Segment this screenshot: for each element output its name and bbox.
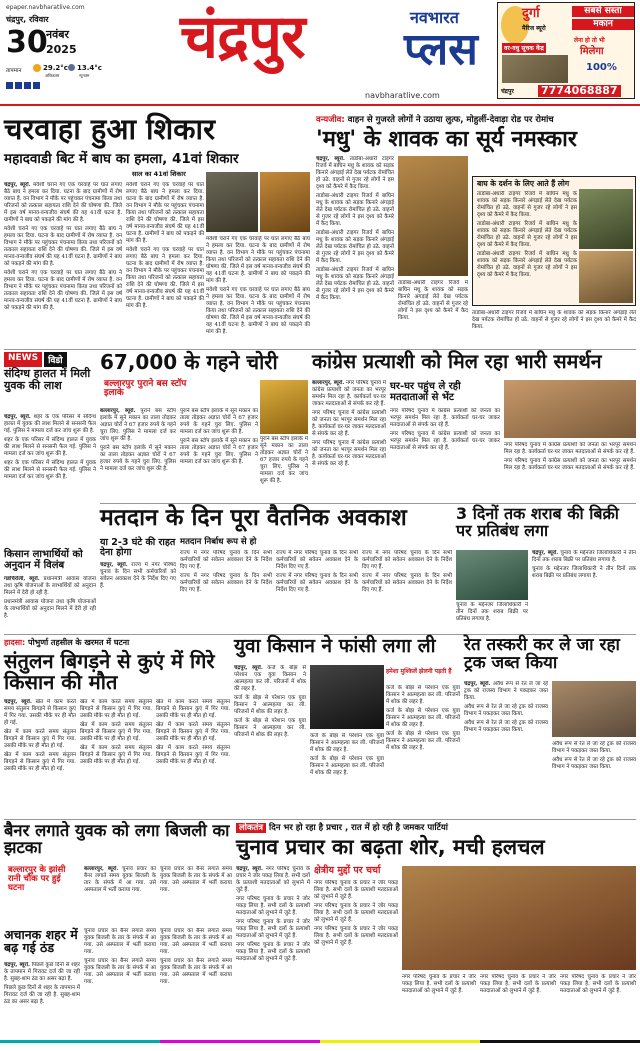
article-body: चंद्रपुर, ब्यूरो. अवैध रूप से रेत ले जा रहे ट्रक को राजस्व विभाग ने पकड़कर जब्त किया. अवैध रूप से रेत ले जा रहे ट्रक को राजस्व विभाग ने पकड़कर जब्त किया. अवैध रूप से रेत ले जा रहे ट्रक को राजस्व विभाग ने पकड़कर जब्त किया. bbox=[464, 681, 548, 733]
headline[interactable]: चुनाव प्रचार का बढ़ता शोर, मची हलचल bbox=[236, 835, 545, 859]
article-body-col4: राज्य में नगर परिषद चुनाव के दिन सभी कर्मचारियों को सवेतन अवकाश देने के निर्देश दिए गए हैं. राज्य में नगर परिषद चुनाव के दिन सभी कर्मचारियों को सवेतन अवकाश देने के निर्देश दिए गए हैं. bbox=[362, 550, 452, 593]
tiger-photo bbox=[260, 172, 310, 232]
temp-min-label: न्यूनतम bbox=[79, 73, 90, 78]
story-voting-holiday bbox=[100, 506, 452, 632]
ad-brand: दुर्गा bbox=[522, 6, 540, 21]
ad-get: लेना हो तो भी bbox=[574, 37, 605, 44]
kicker: हादसा: bbox=[4, 638, 26, 647]
ad-cheap: सबसे सस्ता bbox=[572, 6, 634, 17]
box-body: ताडोबा-अंधारी टाइगर रिजर्व में बाघिन मधु के शावक को सड़क किनारे अंगड़ाई लेते देख पर्यटक रोमांचित हो उठे. वाहनों से गुजर रहे लोगों ने इस दृश्य को कैमरे में कैद किया. ताडोबा-अंधारी टाइगर रिजर्व में बाघिन मधु के शावक को सड़क किनारे अंगड़ाई लेते देख पर्यटक रोमांचित हो उठे. वाहनों से गुजर रहे लोगों ने इस दृश्य को कैमरे में कैद किया. ताडोबा-अंधारी टाइगर रिजर्व में बाघिन मधु के शावक को सड़क किनारे अंगड़ाई लेते देख पर्यटक रोमांचित हो उठे. वाहनों से गुजर रहे लोगों ने इस दृश्य को कैमरे में कैद किया. bbox=[477, 191, 577, 278]
youtube-icon[interactable] bbox=[33, 82, 40, 89]
story-cold-wave bbox=[4, 928, 80, 1038]
kicker-line bbox=[4, 637, 129, 648]
masthead-title: चंद्रपुर bbox=[180, 2, 305, 72]
liquor-photo bbox=[456, 550, 528, 600]
article-body-col2: नगर परिषद चुनाव में कांग्रेस प्रत्याशी को जनता का भरपूर समर्थन मिल रहा है. कार्यकर्ता घर-घर जाकर मतदाताओं से संपर्क कर रहे हैं. नगर परिषद चुनाव में कांग्रेस प्रत्याशी को जनता का भरपूर समर्थन मिल रहा है. कार्यकर्ता घर-घर जाकर मतदाताओं से संपर्क कर रहे हैं. bbox=[390, 408, 500, 451]
ad-tag: वर-वधु सूचक केंद्र bbox=[504, 45, 544, 52]
subheadline: मतदान निर्बाध रूप से हो bbox=[180, 537, 257, 547]
article-body-col2: कर्ज के बोझ से परेशान एक युवा किसान ने आत्महत्या कर ली. परिजनों में शोक की लहर है. कर्ज के बोझ से परेशान एक युवा किसान ने आत्महत्या कर ली. परिजनों में शोक की लहर है. bbox=[310, 733, 384, 776]
victim-photo bbox=[206, 172, 258, 232]
kicker: लोकतंत्र bbox=[236, 823, 266, 833]
story-congress-support bbox=[312, 352, 636, 502]
article-body-col2: चुनाव के मद्देनजर जिलाधिकारी ने तीन दिनों तक शराब बिक्री पर प्रतिबंध लगाया है. bbox=[456, 602, 528, 622]
article-body-col2: पुराने बस स्टॉप इलाके में सूने मकान का ताला तोड़कर अज्ञात चोरों ने 67 हजार रुपये के गहने चुरा लिए. पुलिस ने मामला दर्ज कर जांच शुरू की है. पुराने बस स्टॉप इलाके में सूने मकान का ताला तोड़कर अज्ञात चोरों ने 67 हजार रुपये के गहने चुरा लिए. पुलिस ने मामला दर्ज कर जांच शुरू की है. bbox=[180, 408, 258, 465]
ad-pct: 100% bbox=[586, 62, 617, 73]
marriage-bureau-ad[interactable] bbox=[497, 2, 635, 99]
ad-city: चंद्रपुर bbox=[501, 88, 514, 95]
kicker: वन्यजीव: bbox=[316, 115, 345, 125]
article-body: चंद्रपुर, ब्यूरो. कर्ज के बोझ से परेशान एक युवा किसान ने आत्महत्या कर ली. परिजनों में शोक की लहर है. कर्ज के बोझ से परेशान एक युवा किसान ने आत्महत्या कर ली. परिजनों में शोक की लहर है. कर्ज के बोझ से परेशान एक युवा किसान ने आत्महत्या कर ली. परिजनों में शोक की लहर है. bbox=[234, 665, 306, 738]
social-icons bbox=[6, 82, 40, 89]
video-tag[interactable]: विडो bbox=[44, 352, 66, 367]
instagram-icon[interactable] bbox=[24, 82, 31, 89]
date-number: 30 bbox=[6, 25, 48, 60]
temp-min: 13.4°c bbox=[77, 64, 102, 72]
article-body: चंद्रपुर, ब्यूरो. मवेशी चराने गए एक चरवाहे पर घात लगाए बैठे बाघ ने हमला कर दिया. घटना के बाद ग्रामीणों में रोष व्याप्त है. वन विभाग ने मौके पर पहुंचकर पंचनामा किया तथा परिजनों को तत्काल सहायता राशि देने की घोषणा की. जिले में इस वर्ष मानव-वन्यजीव संघर्ष की यह 41वीं घटना है. ग्रामीणों ने बाघ को पकड़ने की मांग की है. मवेशी चराने गए एक चरवाहे पर घात लगाए बैठे बाघ ने हमला कर दिया. घटना के बाद ग्रामीणों में रोष व्याप्त है. वन विभाग ने मौके पर पहुंचकर पंचनामा किया तथा परिजनों को तत्काल सहायता राशि देने की घोषणा की. जिले में इस वर्ष मानव-वन्यजीव संघर्ष की यह 41वीं घटना है. ग्रामीणों ने बाघ को पकड़ने की मांग की है. मवेशी चराने गए एक चरवाहे पर घात लगाए बैठे बाघ ने हमला कर दिया. घटना के बाद ग्रामीणों में रोष व्याप्त है. वन विभाग ने मौके पर पहुंचकर पंचनामा किया तथा परिजनों को तत्काल सहायता राशि देने की घोषणा की. जिले में इस वर्ष मानव-वन्यजीव संघर्ष की यह 41वीं घटना है. ग्रामीणों ने बाघ को पकड़ने की मांग की है. bbox=[4, 182, 122, 311]
article-body: बल्लारपुर, ब्यूरो. चुनाव प्रचार का बैनर लगाते समय युवक बिजली के तार के संपर्क में आ गया. उसे अस्पताल में भर्ती कराया गया. bbox=[84, 866, 156, 893]
kicker-line bbox=[316, 114, 554, 125]
facebook-icon[interactable] bbox=[6, 82, 13, 89]
story-tiger-attack bbox=[4, 112, 310, 347]
article-body: गडचिरोली, ब्यूरो. प्रधानमंत्री आवास योजना तथा कृषि योजनाओं के लाभार्थियों को अनुदान मिलने में देरी हो रही है. प्रधानमंत्री आवास योजना तथा कृषि योजनाओं के लाभार्थियों को अनुदान मिलने में देरी हो रही है. bbox=[4, 576, 96, 619]
article-body-col3: नगर परिषद चुनाव के प्रचार ने जोर पकड़ लिया है. सभी दलों के प्रत्याशी मतदाताओं को लुभाने में जुटे हैं. bbox=[402, 974, 476, 994]
story-jewellery-theft bbox=[100, 352, 308, 502]
box-title: क्षेत्रीय मुद्दों पर चर्चा bbox=[314, 865, 381, 876]
tiger-photo-2 bbox=[579, 189, 633, 249]
story-liquor-ban bbox=[456, 506, 636, 632]
headline[interactable]: युवा किसान ने फांसी लगा ली bbox=[234, 635, 436, 657]
sun-icon bbox=[33, 64, 41, 72]
headline[interactable]: 'मधु' के शावक का सूर्य नमस्कार bbox=[316, 127, 577, 152]
article-body: बल्लारपुर, ब्यूरो. नगर परिषद चुनाव में कांग्रेस प्रत्याशी को जनता का भरपूर समर्थन मिल रहा है. कार्यकर्ता घर-घर जाकर मतदाताओं से संपर्क कर रहे हैं. नगर परिषद चुनाव में कांग्रेस प्रत्याशी को जनता का भरपूर समर्थन मिल रहा है. कार्यकर्ता घर-घर जाकर मतदाताओं से संपर्क कर रहे हैं. नगर परिषद चुनाव में कांग्रेस प्रत्याशी को जनता का भरपूर समर्थन मिल रहा है. कार्यकर्ता घर-घर जाकर मतदाताओं से संपर्क कर रहे हैं. bbox=[312, 380, 386, 467]
headline[interactable]: 67,000 के गहने चोरी bbox=[100, 350, 278, 374]
photo-caption: हमेशा मुश्किलें झेलनी पड़ती हैं bbox=[386, 668, 452, 675]
article-body: चंद्रपुर, ब्यूरो. नगर परिषद चुनाव के प्रचार ने जोर पकड़ लिया है. सभी दलों के प्रत्याशी मतदाताओं को लुभाने में जुटे हैं. नगर परिषद चुनाव के प्रचार ने जोर पकड़ लिया है. सभी दलों के प्रत्याशी मतदाताओं को लुभाने में जुटे हैं. नगर परिषद चुनाव के प्रचार ने जोर पकड़ लिया है. सभी दलों के प्रत्याशी मतदाताओं को लुभाने में जुटे हैं. नगर परिषद चुनाव के प्रचार ने जोर पकड़ लिया है. सभी दलों के प्रत्याशी मतदाताओं को लुभाने में जुटे हैं. bbox=[236, 866, 310, 962]
story-banner-shock-body-col3: चुनाव प्रचार का बैनर लगाते समय युवक बिजली के तार के संपर्क में आ गया. उसे अस्पताल में भर्ती कराया गया. चुनाव प्रचार का बैनर लगाते समय युवक बिजली के तार के संपर्क में आ गया. उसे अस्पताल में भर्ती कराया गया. bbox=[84, 928, 156, 985]
headline[interactable]: किसान लाभार्थियों को अनुदान में विलंब bbox=[4, 549, 83, 571]
headline[interactable]: बैनर लगाते युवक को लगा बिजली का झटका bbox=[4, 821, 230, 858]
story-suspicious-death bbox=[4, 352, 96, 548]
couple-image bbox=[502, 55, 568, 83]
article-body-col2: ताडोबा-अंधारी टाइगर रिजर्व में बाघिन मधु के शावक को सड़क किनारे अंगड़ाई लेते देख पर्यटक रोमांचित हो उठे. वाहनों से गुजर रहे लोगों ने इस दृश्य को कैमरे में कैद किया. bbox=[398, 280, 468, 321]
article-body-col3: नगर परिषद चुनाव में कांग्रेस प्रत्याशी को जनता का भरपूर समर्थन मिल रहा है. कार्यकर्ता घर-घर जाकर मतदाताओं से संपर्क कर रहे हैं. नगर परिषद चुनाव में कांग्रेस प्रत्याशी को जनता का भरपूर समर्थन मिल रहा है. कार्यकर्ता घर-घर जाकर मतदाताओं से संपर्क कर रहे हैं. bbox=[504, 442, 636, 471]
headline[interactable]: संदिग्ध हालत में मिली युवक की लाश bbox=[4, 367, 91, 392]
ad-sub: मैरिज ब्यूरो bbox=[522, 25, 546, 32]
headline[interactable]: 3 दिनों तक शराब की बिक्री पर प्रतिबंध लगा bbox=[456, 504, 619, 540]
kicker: या 2-3 घंटे की राहत देना होगा bbox=[100, 537, 176, 558]
article-body-col2: अवैध रूप से रेत ले जा रहे ट्रक को राजस्व विभाग ने पकड़कर जब्त किया. अवैध रूप से रेत ले जा रहे ट्रक को राजस्व विभाग ने पकड़कर जब्त किया. bbox=[552, 741, 636, 770]
article-body-col2: चुनाव प्रचार का बैनर लगाते समय युवक बिजली के तार के संपर्क में आ गया. उसे अस्पताल में भर्ती कराया गया. bbox=[160, 866, 232, 893]
article-body: चंद्रपुर, ब्यूरो. चुनाव के मद्देनजर जिलाधिकारी ने तीन दिनों तक शराब बिक्री पर प्रतिबंध लगाया है. चुनाव के मद्देनजर जिलाधिकारी ने तीन दिनों तक शराब बिक्री पर प्रतिबंध लगाया है. bbox=[532, 550, 636, 579]
site-url[interactable]: navbharatlive.com bbox=[365, 91, 440, 100]
article-body-col3: पुराने बस स्टॉप इलाके में सूने मकान का ताला तोड़कर अज्ञात चोरों ने 67 हजार रुपये के गहने चुरा लिए. पुलिस ने मामला दर्ज कर जांच शुरू की है. bbox=[260, 436, 308, 484]
article-body-col2: मवेशी चराने गए एक चरवाहे पर घात लगाए बैठे बाघ ने हमला कर दिया. घटना के बाद ग्रामीणों में रोष व्याप्त है. वन विभाग ने मौके पर पहुंचकर पंचनामा किया तथा परिजनों को तत्काल सहायता राशि देने की घोषणा की. जिले में इस वर्ष मानव-वन्यजीव संघर्ष की यह 41वीं घटना है. ग्रामीणों ने बाघ को पकड़ने की मांग की है. मवेशी चराने गए एक चरवाहे पर घात लगाए बैठे बाघ ने हमला कर दिया. घटना के बाद ग्रामीणों में रोष व्याप्त है. वन विभाग ने मौके पर पहुंचकर पंचनामा किया तथा परिजनों को तत्काल सहायता राशि देने की घोषणा की. जिले में इस वर्ष मानव-वन्यजीव संघर्ष की यह 41वीं घटना है. ग्रामीणों ने बाघ को पकड़ने की मांग की है. bbox=[126, 182, 204, 309]
headline[interactable]: चरवाहा हुआ शिकार bbox=[4, 112, 215, 146]
date-year: 2025 bbox=[46, 43, 77, 56]
story-banner-shock bbox=[4, 822, 232, 927]
city-day: चंद्रपुर, रविवार bbox=[6, 15, 49, 24]
masthead bbox=[0, 0, 640, 112]
campaign-photo bbox=[504, 380, 636, 438]
news-tag-row bbox=[4, 352, 67, 367]
brand-bottom: प्लस bbox=[404, 24, 478, 75]
subheadline: महादवाडी बिट में बाघ का हमला, 41वां शिकार bbox=[4, 151, 239, 167]
article-body-col3: मवेशी चराने गए एक चरवाहे पर घात लगाए बैठे बाघ ने हमला कर दिया. घटना के बाद ग्रामीणों में रोष व्याप्त है. वन विभाग ने मौके पर पहुंचकर पंचनामा किया तथा परिजनों को तत्काल सहायता राशि देने की घोषणा की. जिले में इस वर्ष मानव-वन्यजीव संघर्ष की यह 41वीं घटना है. ग्रामीणों ने बाघ को पकड़ने की मांग की है. मवेशी चराने गए एक चरवाहे पर घात लगाए बैठे बाघ ने हमला कर दिया. घटना के बाद ग्रामीणों में रोष व्याप्त है. वन विभाग ने मौके पर पहुंचकर पंचनामा किया तथा परिजनों को तत्काल सहायता राशि देने की घोषणा की. जिले में इस वर्ष मानव-वन्यजीव संघर्ष की यह 41वीं घटना है. ग्रामीणों ने बाघ को पकड़ने की मांग की है. bbox=[206, 236, 310, 335]
story-subsidy-delay bbox=[4, 550, 96, 632]
tiger-cub-photo bbox=[398, 156, 468, 276]
article-body: चंद्रपुर, ब्यूरो. ताडोबा-अंधारी टाइगर रिजर्व में बाघिन मधु के शावक को सड़क किनारे अंगड़ाई लेते देख पर्यटक रोमांचित हो उठे. वाहनों से गुजर रहे लोगों ने इस दृश्य को कैमरे में कैद किया. ताडोबा-अंधारी टाइगर रिजर्व में बाघिन मधु के शावक को सड़क किनारे अंगड़ाई लेते देख पर्यटक रोमांचित हो उठे. वाहनों से गुजर रहे लोगों ने इस दृश्य को कैमरे में कैद किया. ताडोबा-अंधारी टाइगर रिजर्व में बाघिन मधु के शावक को सड़क किनारे अंगड़ाई लेते देख पर्यटक रोमांचित हो उठे. वाहनों से गुजर रहे लोगों ने इस दृश्य को कैमरे में कैद किया. ताडोबा-अंधारी टाइगर रिजर्व में बाघिन मधु के शावक को सड़क किनारे अंगड़ाई लेते देख पर्यटक रोमांचित हो उठे. वाहनों से गुजर रहे लोगों ने इस दृश्य को कैमरे में कैद किया. bbox=[316, 156, 394, 301]
tiger-photo-3 bbox=[579, 251, 633, 303]
article-body-col3: राज्य में नगर परिषद चुनाव के दिन सभी कर्मचारियों को सवेतन अवकाश देने के निर्देश दिए गए हैं. राज्य में नगर परिषद चुनाव के दिन सभी कर्मचारियों को सवेतन अवकाश देने के निर्देश दिए गए हैं. bbox=[276, 550, 358, 593]
epaper-url[interactable]: epaper.navbharatlive.com bbox=[6, 4, 85, 11]
story-young-farmer bbox=[234, 637, 460, 817]
kicker-text: वाहन से गुजरते लोगों ने उठाया लुत्फ, मोहुर्ली-देवाड़ा रोड पर रोमांच bbox=[347, 115, 554, 125]
headline[interactable]: अचानक शहर में बढ़ गई ठंड bbox=[4, 927, 78, 956]
twitter-icon[interactable] bbox=[15, 82, 22, 89]
story-banner-shock-body-col4: चुनाव प्रचार का बैनर लगाते समय युवक बिजली के तार के संपर्क में आ गया. उसे अस्पताल में भर्ती कराया गया. चुनाव प्रचार का बैनर लगाते समय युवक बिजली के तार के संपर्क में आ गया. उसे अस्पताल में भर्ती कराया गया. bbox=[160, 928, 232, 985]
news-tag: NEWS bbox=[4, 352, 42, 367]
article-body-col2: खेत में काम करते समय संतुलन बिगड़ने से किसान कुएं में गिर गया. उसकी मौके पर ही मौत हो गई. खेत में काम करते समय संतुलन बिगड़ने से किसान कुएं में गिर गया. उसकी मौके पर ही मौत हो गई. खेत में काम करते समय संतुलन बिगड़ने से किसान कुएं में गिर गया. उसकी मौके पर ही मौत हो गई. bbox=[80, 699, 152, 765]
article-body: बल्लारपुर, ब्यूरो. पुराने बस स्टॉप इलाके में सूने मकान का ताला तोड़कर अज्ञात चोरों ने 67 हजार रुपये के गहने चुरा लिए. पुलिस ने मामला दर्ज कर जांच शुरू की है. पुराने बस स्टॉप इलाके में सूने मकान का ताला तोड़कर अज्ञात चोरों ने 67 हजार रुपये के गहने चुरा लिए. पुलिस ने मामला दर्ज कर जांच शुरू की है. bbox=[100, 408, 176, 472]
kicker-line bbox=[236, 822, 448, 833]
moon-icon bbox=[68, 64, 75, 71]
subheadline: घर-घर पहुंच ले रही मतदाताओं से भेंट bbox=[390, 381, 461, 403]
date-month: नवंबर bbox=[46, 28, 70, 41]
headline[interactable]: कांग्रेस प्रत्याशी को मिल रहा भारी समर्थन bbox=[312, 350, 602, 373]
gold-ornaments-photo bbox=[260, 380, 308, 434]
temp-label: तापमान bbox=[6, 68, 22, 74]
article-body: चंद्रपुर, ब्यूरो. खेत में काम करते समय संतुलन बिगड़ने से किसान कुएं में गिर गया. उसकी मौके पर ही मौत हो गई. खेत में काम करते समय संतुलन बिगड़ने से किसान कुएं में गिर गया. उसकी मौके पर ही मौत हो गई. खेत में काम करते समय संतुलन बिगड़ने से किसान कुएं में गिर गया. उसकी मौके पर ही मौत हो गई. bbox=[4, 699, 76, 772]
headline[interactable]: संतुलन बिगड़ने से कुएं में गिरे किसान की मौत bbox=[4, 649, 215, 694]
article-body: चंद्रपुर, ब्यूरो. राज्य में नगर परिषद चुनाव के दिन सभी कर्मचारियों को सवेतन अवकाश देने के निर्देश दिए गए हैं. bbox=[100, 562, 176, 589]
story-sand-truck bbox=[464, 637, 636, 817]
ad-phone[interactable]: 7774068887 bbox=[538, 85, 621, 97]
box-title: बाघ के दर्शन के लिए आते हैं लोग bbox=[477, 179, 570, 188]
article-body: चंद्रपुर, ब्यूरो. पिछले कुछ दिनों से शहर के तापमान में गिरावट दर्ज की जा रही है. सुबह-शाम ठंड का असर बढ़ा है. पिछले कुछ दिनों से शहर के तापमान में गिरावट दर्ज की जा रही है. सुबह-शाम ठंड का असर बढ़ा है. bbox=[4, 962, 80, 1005]
article-body: चंद्रपुर, ब्यूरो. शहर के एक परिसर में संदिग्ध हालत में युवक की लाश मिलने से सनसनी फैल गई. पुलिस ने मामला दर्ज कर जांच शुरू की है. शहर के एक परिसर में संदिग्ध हालत में युवक की लाश मिलने से सनसनी फैल गई. पुलिस ने मामला दर्ज कर जांच शुरू की है. शहर के एक परिसर में संदिग्ध हालत में युवक की लाश मिलने से सनसनी फैल गई. पुलिस ने मामला दर्ज कर जांच शुरू की है. bbox=[4, 414, 96, 480]
article-body-col3: ताडोबा-अंधारी टाइगर रिजर्व में बाघिन मधु के शावक को सड़क किनारे अंगड़ाई लेते देख पर्यटक रोमांचित हो उठे. वाहनों से गुजर रहे लोगों ने इस दृश्य को कैमरे में कैद किया. bbox=[472, 310, 636, 330]
article-body-col5: नगर परिषद चुनाव के प्रचार ने जोर पकड़ लिया है. सभी दलों के प्रत्याशी मतदाताओं को लुभाने में जुटे हैं. bbox=[560, 974, 636, 994]
headline[interactable]: रेत तस्करी कर ले जा रहा ट्रक जब्त किया bbox=[464, 635, 620, 673]
article-body-col3: कर्ज के बोझ से परेशान एक युवा किसान ने आत्महत्या कर ली. परिजनों में शोक की लहर है. कर्ज के बोझ से परेशान एक युवा किसान ने आत्महत्या कर ली. परिजनों में शोक की लहर है. कर्ज के बोझ से परेशान एक युवा किसान ने आत्महत्या कर ली. परिजनों में शोक की लहर है. bbox=[386, 685, 460, 751]
article-body-col2: नगर परिषद चुनाव के प्रचार ने जोर पकड़ लिया है. सभी दलों के प्रत्याशी मतदाताओं को लुभाने में जुटे हैं. नगर परिषद चुनाव के प्रचार ने जोर पकड़ लिया है. सभी दलों के प्रत्याशी मतदाताओं को लुभाने में जुटे हैं. नगर परिषद चुनाव के प्रचार ने जोर पकड़ लिया है. सभी दलों के प्रत्याशी मतदाताओं को लुभाने में जुटे हैं. bbox=[314, 880, 398, 946]
kicker-text: पोभुर्णा तहसील के खरमत में घटना bbox=[28, 638, 130, 647]
ad-house: मकान bbox=[572, 19, 634, 30]
temp-max: 29.2°c bbox=[43, 64, 68, 72]
farmer-photo bbox=[310, 665, 384, 729]
article-body-col2: राज्य में नगर परिषद चुनाव के दिन सभी कर्मचारियों को सवेतन अवकाश देने के निर्देश दिए गए हैं. राज्य में नगर परिषद चुनाव के दिन सभी कर्मचारियों को सवेतन अवकाश देने के निर्देश दिए गए हैं. bbox=[180, 550, 272, 593]
sub-kicker: बल्लारपुर पुराने बस स्टॉप इलाके bbox=[104, 379, 187, 399]
story-election-campaign bbox=[236, 822, 636, 1038]
article-body-col3: खेत में काम करते समय संतुलन बिगड़ने से किसान कुएं में गिर गया. उसकी मौके पर ही मौत हो गई. खेत में काम करते समय संतुलन बिगड़ने से किसान कुएं में गिर गया. उसकी मौके पर ही मौत हो गई. खेत में काम करते समय संतुलन बिगड़ने से किसान कुएं में गिर गया. उसकी मौके पर ही मौत हो गई. bbox=[156, 699, 230, 765]
ad-will: मिलेगा bbox=[580, 46, 604, 57]
truck-photo bbox=[552, 681, 636, 737]
sub-kicker: बल्लारपुर के झांसी रानी चौक पर हुई घटना bbox=[8, 865, 66, 893]
kicker-text: दिन भर हो रहा है प्रचार , रात में हो रही है जमकर पार्टियां bbox=[269, 823, 448, 833]
campaign-office-photo bbox=[402, 866, 636, 970]
brand-top: नवभारत bbox=[410, 8, 459, 27]
story-madhu-cub bbox=[316, 112, 636, 347]
caption: साल का 41वां शिकार bbox=[132, 170, 186, 178]
temp-max-label: अधिकतम bbox=[45, 73, 60, 78]
info-box bbox=[472, 176, 636, 306]
story-farmer-well bbox=[4, 637, 230, 817]
headline[interactable]: मतदान के दिन पूरा वैतनिक अवकाश bbox=[100, 505, 407, 531]
article-body-col4: नगर परिषद चुनाव के प्रचार ने जोर पकड़ लिया है. सभी दलों के प्रत्याशी मतदाताओं को लुभाने में जुटे हैं. bbox=[480, 974, 556, 994]
